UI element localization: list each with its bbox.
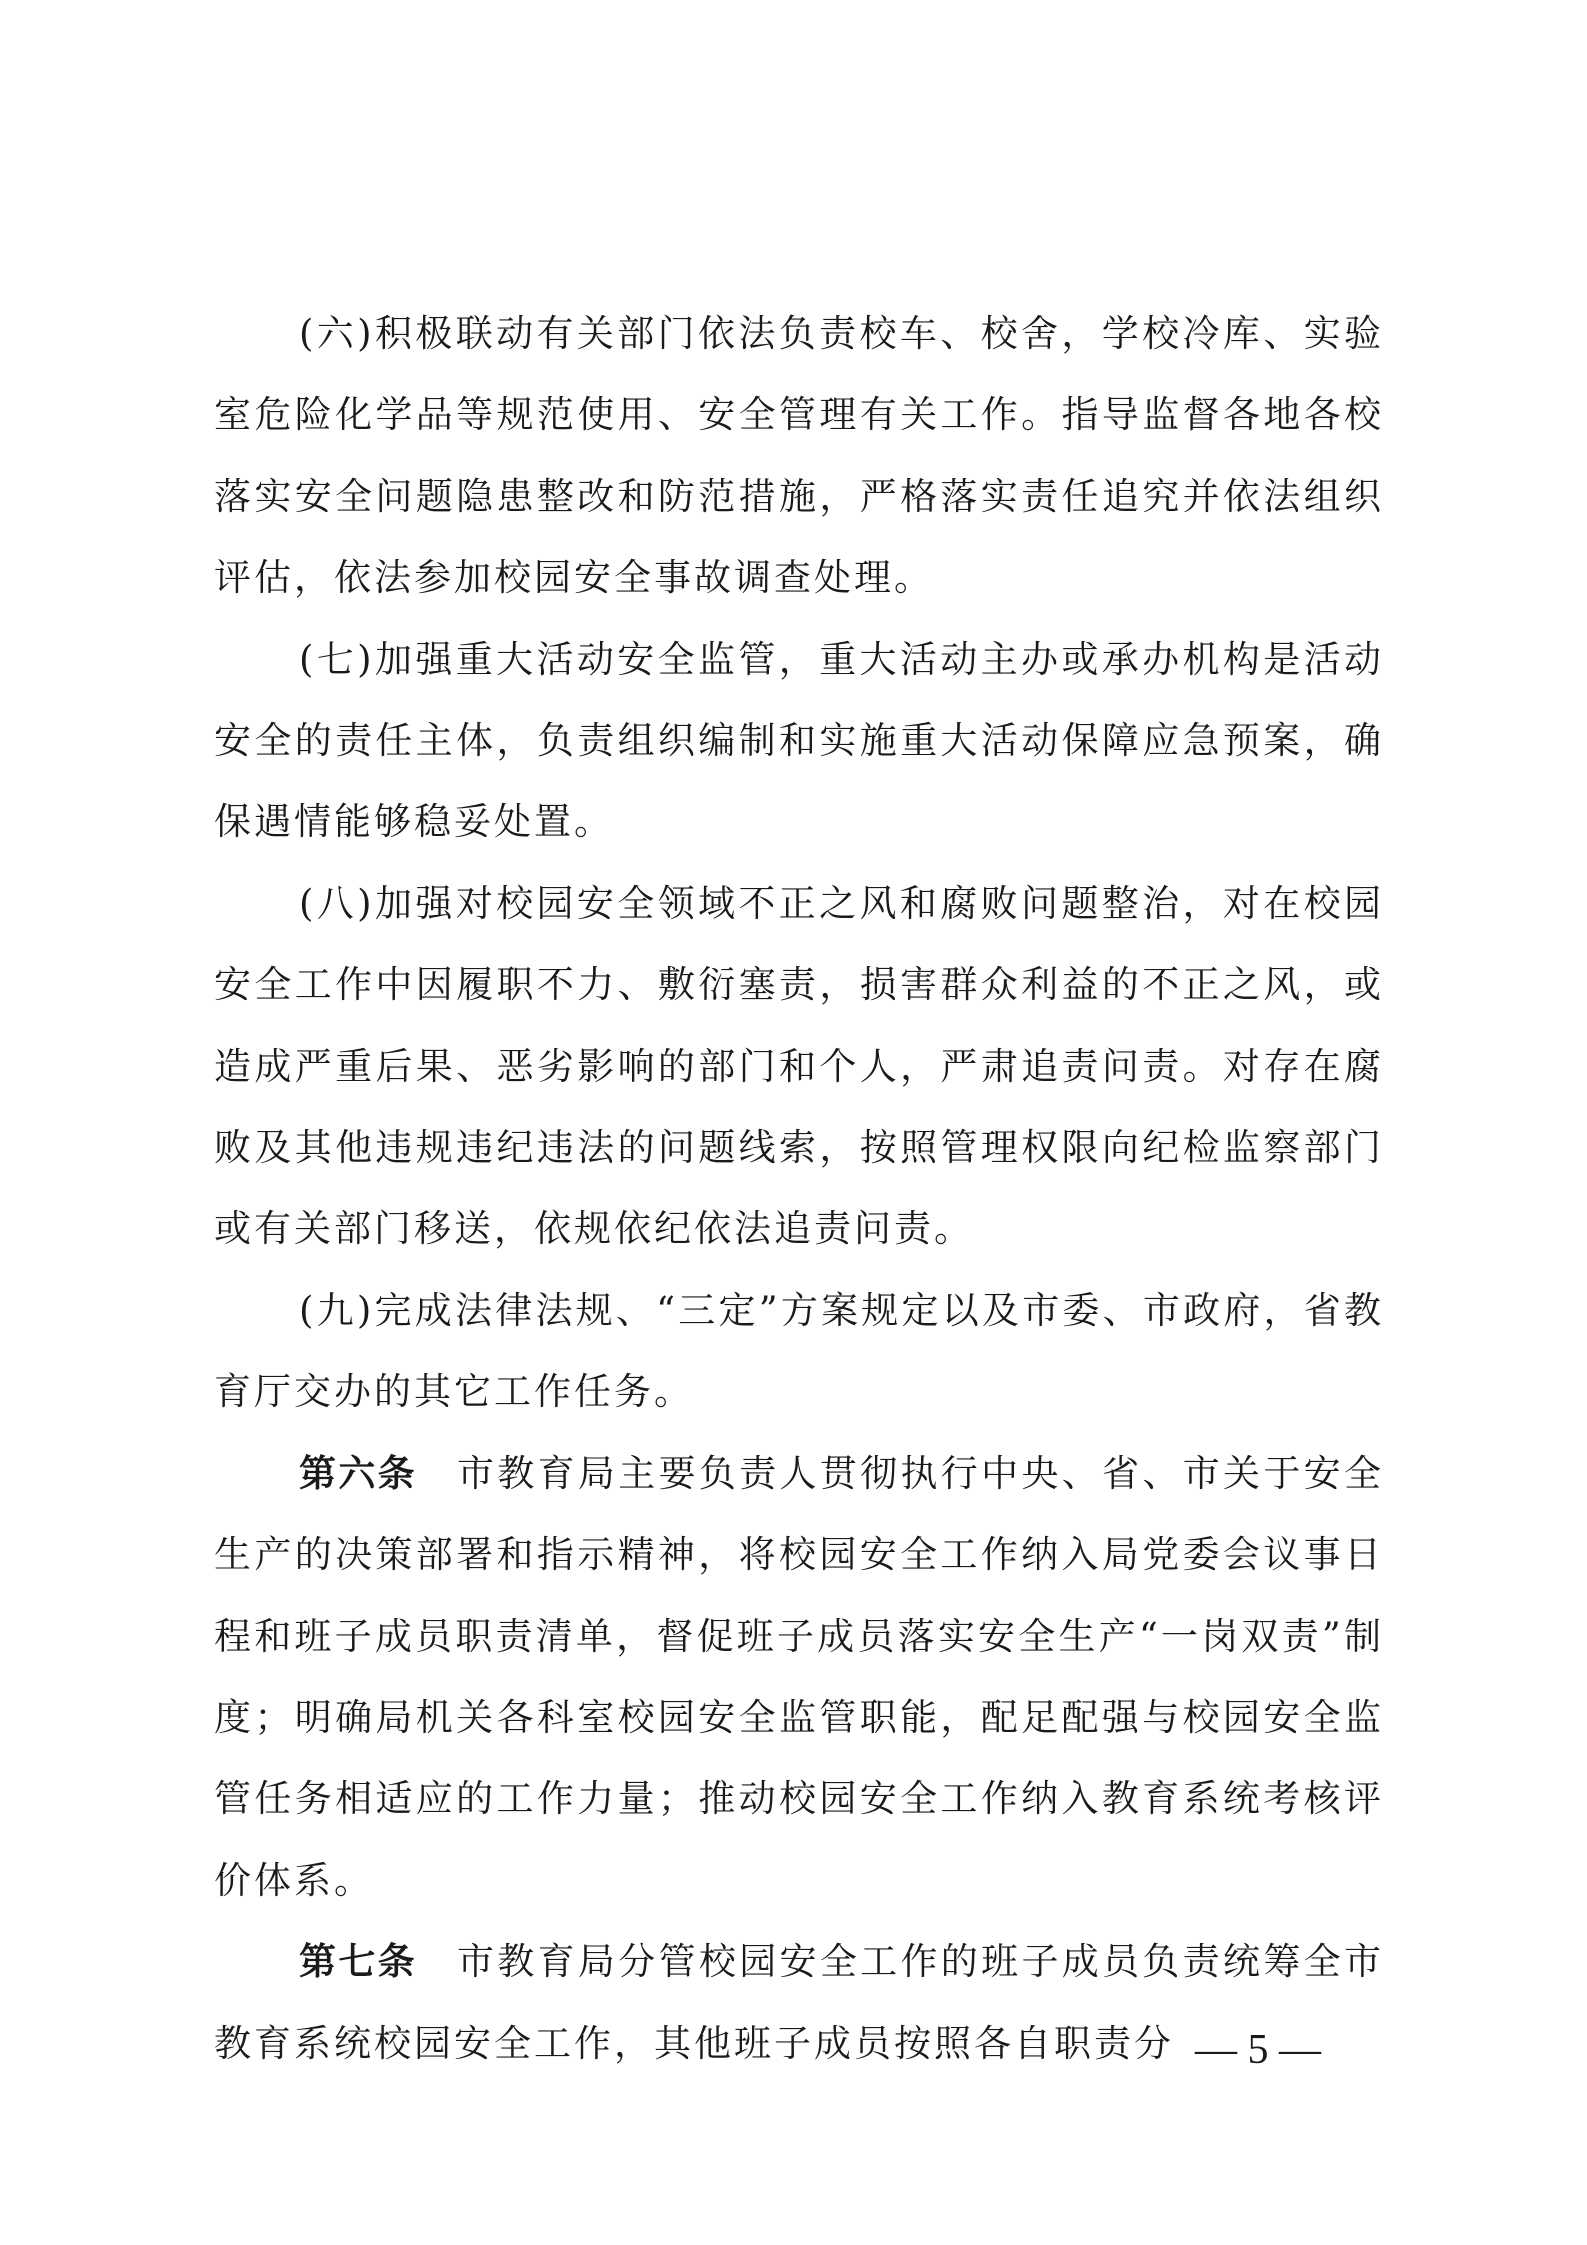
article-text: 市教育局主要负责人贯彻执行中央、省、市关于安全生产的决策部署和指示精神，将校园安全工作纳入局党委会议事日程和班子成员职责清单，督促班子成员落实安全生产“一岗双责”制度；明确局机关各科室校园安全监管职能，配足配强与校园安全监管任务相适应的工作力量；推动校园安全工作纳入教育系统考核评价体系。 bbox=[214, 1451, 1385, 1902]
page-number: — 5 — bbox=[1195, 2027, 1321, 2073]
document-body bbox=[214, 293, 1384, 2084]
paragraph-item-6 bbox=[214, 293, 1384, 619]
article-text: 市教育局分管校园安全工作的班子成员负责统筹全市教育系统校园安全工作，其他班子成员按照各自职责分 bbox=[214, 1940, 1385, 2065]
paragraph-text: (八)加强对校园安全领域不正之风和腐败问题整治，对在校园安全工作中因履职不力、敷衍塞责，损害群众利益的不正之风，或造成严重后果、恶劣影响的部门和个人，严肃追责问责。对存在腐败及其他违规违纪违法的问题线索，按照管理权限向纪检监察部门或有关部门移送，依规依纪依法追责问责。 bbox=[214, 881, 1384, 1251]
paragraph-text: (九)完成法律法规、“三定”方案规定以及市委、市政府，省教育厅交办的其它工作任务。 bbox=[214, 1288, 1384, 1414]
paragraph-item-9 bbox=[214, 1270, 1384, 1433]
article-6 bbox=[214, 1433, 1384, 1921]
paragraph-item-8 bbox=[214, 863, 1384, 1270]
article-heading: 第六条 bbox=[299, 1451, 417, 1495]
paragraph-text: (七)加强重大活动安全监管，重大活动主办或承办机构是活动安全的责任主体，负责组织编制和实施重大活动保障应急预案，确保遇情能够稳妥处置。 bbox=[214, 637, 1384, 844]
article-heading: 第七条 bbox=[299, 1940, 417, 1984]
paragraph-item-7 bbox=[214, 619, 1384, 863]
paragraph-text: (六)积极联动有关部门依法负责校车、校舍，学校冷库、实验室危险化学品等规范使用、安全管理有关工作。指导监督各地各校落实安全问题隐患整改和防范措施，严格落实责任追究并依法组织评估，依法参加校园安全事故调查处理。 bbox=[214, 312, 1384, 600]
